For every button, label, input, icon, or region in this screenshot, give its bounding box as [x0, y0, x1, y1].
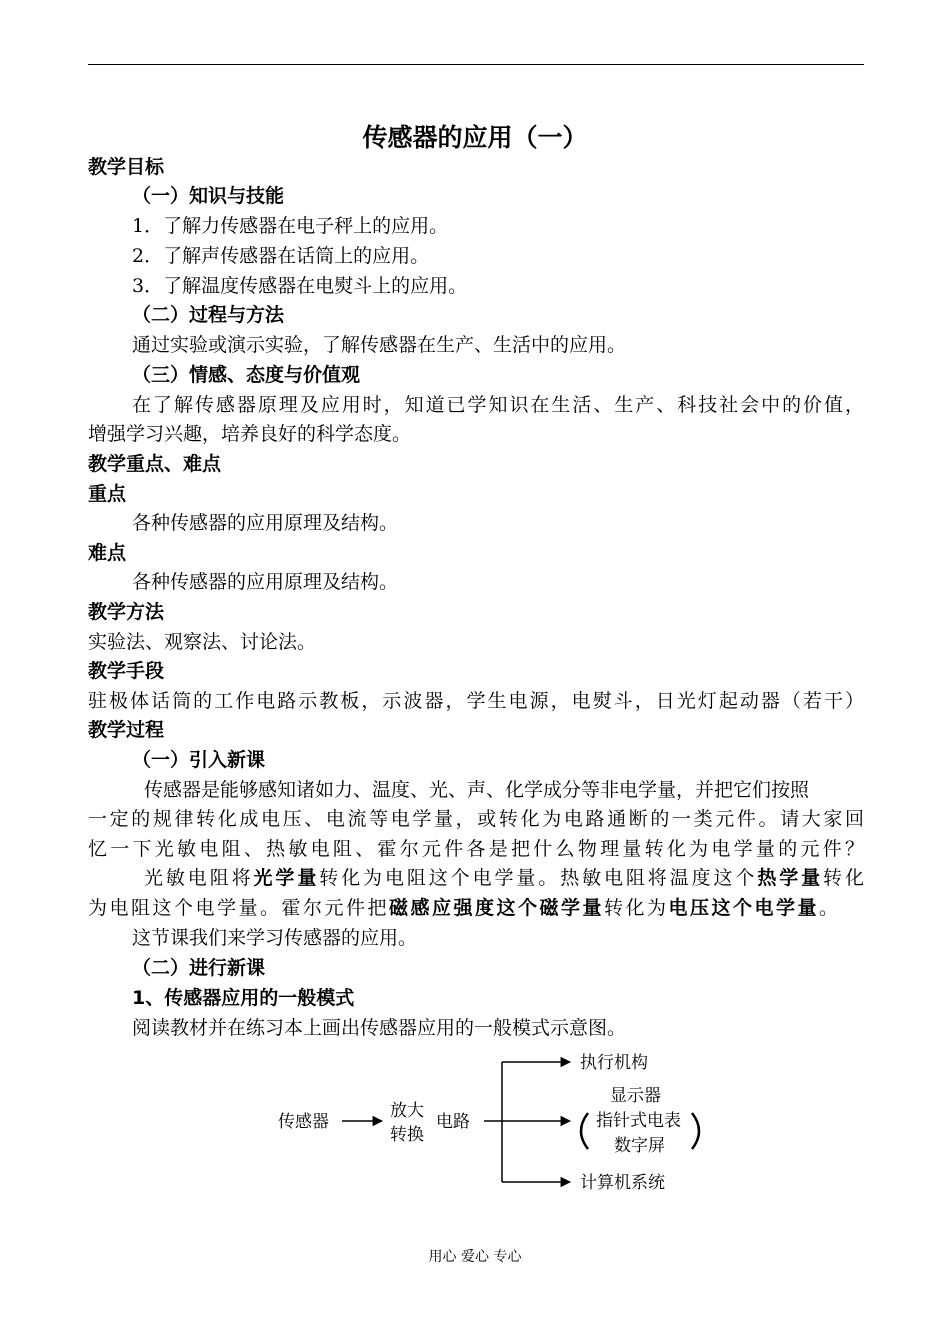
text-line: 实验法、观察法、讨论法。 — [88, 631, 317, 653]
section-heading: （二）过程与方法 — [132, 304, 285, 326]
diagram-amplify-label-1: 放大 — [390, 1101, 424, 1121]
section-heading: 重点 — [88, 483, 127, 505]
text-line — [88, 896, 838, 920]
diagram-amplify-label-2: 转换 — [390, 1125, 424, 1145]
text-line: 忆一下光敏电阻、热敏电阻、霍尔元件各是把什么物理量转化为电学量的元件？ — [88, 838, 864, 860]
left-paren — [581, 1113, 588, 1149]
section-heading: 教学方法 — [88, 601, 165, 623]
text-run: 转化为电阻这个电学量。热敏电阻将温度这个 — [319, 867, 758, 889]
emphasis-text: 光学量 — [253, 867, 320, 889]
text-line — [144, 866, 864, 890]
right-paren — [692, 1113, 699, 1149]
text-line: 这节课我们来学习传感器的应用。 — [132, 927, 418, 949]
text-run: 为电阻这个电学量。霍尔元件把 — [88, 897, 389, 919]
page-footer: 用心 爱心 专心 — [428, 1249, 522, 1265]
section-heading: 教学手段 — [88, 660, 165, 682]
diagram-display-option-2: 数字屏 — [614, 1136, 665, 1156]
text-run: 转化为 — [603, 897, 669, 919]
text-line: 一定的规律转化成电压、电流等电学量，或转化为电路通断的一类元件。请大家回 — [88, 808, 864, 830]
diagram-computer-label: 计算机系统 — [580, 1173, 665, 1193]
page-title: 传感器的应用（一） — [362, 123, 588, 152]
text-line: 各种传感器的应用原理及结构。 — [132, 571, 399, 593]
section-heading: 1、传感器应用的一般模式 — [132, 987, 355, 1009]
emphasis-text: 磁感应强度这个磁学量 — [388, 897, 604, 919]
text-run: 转化 — [823, 867, 864, 889]
section-heading: （三）情感、态度与价值观 — [132, 364, 361, 386]
text-line: 1．了解力传感器在电子秤上的应用。 — [132, 215, 449, 237]
section-heading: 教学重点、难点 — [88, 453, 222, 475]
text-line: 传感器是能够感知诸如力、温度、光、声、化学成分等非电学量，并把它们按照 — [144, 779, 810, 801]
section-heading: 教学过程 — [88, 719, 165, 741]
text-line: 2．了解声传感器在话筒上的应用。 — [132, 245, 430, 267]
text-line: 驻极体话筒的工作电路示教板，示波器，学生电源，电熨斗，日光灯起动器（若干） — [88, 690, 864, 712]
sensor-application-diagram — [270, 1045, 710, 1195]
diagram-display-label: 显示器 — [610, 1086, 661, 1106]
text-line: 阅读教材并在练习本上画出传感器应用的一般模式示意图。 — [132, 1017, 627, 1039]
diagram-circuit-label: 电路 — [436, 1112, 470, 1132]
text-line: 在了解传感器原理及应用时，知道已学知识在生活、生产、科技社会中的价值， — [132, 394, 864, 416]
diagram-display-option-1: 指针式电表 — [596, 1111, 681, 1131]
text-run: 光敏电阻将 — [144, 867, 254, 889]
text-line: 通过实验或演示实验，了解传感器在生产、生活中的应用。 — [132, 334, 627, 356]
diagram-actuator-label: 执行机构 — [580, 1053, 648, 1073]
section-heading: （一）引入新课 — [132, 749, 266, 771]
text-line: 3．了解温度传感器在电熨斗上的应用。 — [132, 275, 468, 297]
emphasis-text: 电压这个电学量 — [668, 897, 819, 919]
section-heading: 难点 — [88, 542, 127, 564]
section-heading: 教学目标 — [88, 156, 165, 178]
text-line: 增强学习兴趣，培养良好的科学态度。 — [88, 423, 412, 445]
text-run: 。 — [818, 897, 838, 919]
section-heading: （一）知识与技能 — [132, 185, 285, 207]
text-line: 各种传感器的应用原理及结构。 — [132, 512, 399, 534]
emphasis-text: 热学量 — [757, 867, 824, 889]
header-rule — [88, 64, 864, 65]
diagram-sensor-label: 传感器 — [278, 1112, 329, 1132]
section-heading: （二）进行新课 — [132, 957, 266, 979]
